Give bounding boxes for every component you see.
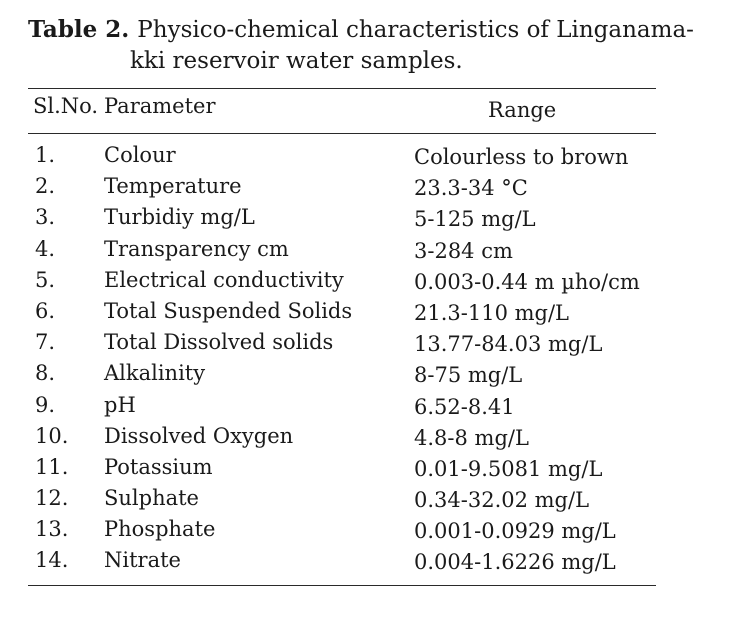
row-range: 0.004-1.6226 mg/L xyxy=(414,550,616,575)
row-range: 0.001-0.0929 mg/L xyxy=(414,519,616,544)
table-row xyxy=(0,297,740,328)
row-range: 0.01-9.5081 mg/L xyxy=(414,456,603,481)
row-parameter: Transparency cm xyxy=(104,236,289,261)
caption-text-1: Physico-chemical characteristics of Linganama- xyxy=(137,17,694,43)
row-range: 8-75 mg/L xyxy=(414,363,523,388)
table-body xyxy=(0,141,740,578)
row-parameter: Electrical conductivity xyxy=(104,267,344,292)
table-row xyxy=(0,453,740,484)
row-parameter: Temperature xyxy=(104,174,242,199)
table-row xyxy=(0,203,740,234)
row-number: 6. xyxy=(35,298,56,323)
table-caption xyxy=(28,14,694,77)
table-row xyxy=(0,172,740,203)
row-range: 4.8-8 mg/L xyxy=(414,425,529,450)
row-range: 0.003-0.44 m µho/cm xyxy=(414,269,640,294)
table-row xyxy=(0,266,740,297)
table-row xyxy=(0,359,740,390)
header-range: Range xyxy=(488,98,557,122)
row-parameter: Total Suspended Solids xyxy=(104,298,353,323)
row-number: 8. xyxy=(35,361,56,386)
table-row xyxy=(0,141,740,172)
row-parameter: Dissolved Oxygen xyxy=(104,423,294,448)
row-parameter: Phosphate xyxy=(104,517,216,542)
row-parameter: Alkalinity xyxy=(104,361,206,386)
table-row xyxy=(0,391,740,422)
row-range: 23.3-34 °C xyxy=(414,176,528,201)
row-range: 21.3-110 mg/L xyxy=(414,300,569,325)
row-number: 1. xyxy=(35,143,56,167)
row-number: 14. xyxy=(35,548,69,573)
row-number: 10. xyxy=(35,423,69,448)
header-slno: Sl.No. xyxy=(33,94,99,118)
row-number: 13. xyxy=(35,517,69,542)
table-top-rule xyxy=(28,88,656,89)
row-range: 6.52-8.41 xyxy=(414,394,515,419)
table-header-rule xyxy=(28,133,656,134)
table-header xyxy=(0,92,740,132)
row-number: 3. xyxy=(35,205,56,230)
row-parameter: Total Dissolved solids xyxy=(104,330,334,355)
row-parameter: pH xyxy=(104,392,136,417)
row-parameter: Sulphate xyxy=(104,486,199,511)
table-row xyxy=(0,515,740,546)
row-number: 5. xyxy=(35,267,56,292)
row-number: 12. xyxy=(35,486,69,511)
row-number: 4. xyxy=(35,236,56,261)
row-parameter: Turbidiy mg/L xyxy=(104,205,255,230)
row-parameter: Nitrate xyxy=(104,548,181,573)
row-number: 9. xyxy=(35,392,56,417)
header-parameter: Parameter xyxy=(104,94,216,118)
table-row xyxy=(0,328,740,359)
caption-line-2 xyxy=(28,46,668,77)
table-bottom-rule xyxy=(28,585,656,586)
row-range: 3-284 cm xyxy=(414,238,513,263)
row-number: 2. xyxy=(35,174,56,199)
table-row xyxy=(0,422,740,453)
caption-line-1 xyxy=(28,14,694,46)
row-range: 13.77-84.03 mg/L xyxy=(414,332,603,357)
row-parameter: Potassium xyxy=(104,454,213,479)
caption-label: Table 2. xyxy=(28,16,130,43)
row-number: 7. xyxy=(35,330,56,355)
row-parameter: Colour xyxy=(104,143,176,167)
row-range: Colourless to brown xyxy=(414,145,629,169)
table-row xyxy=(0,484,740,515)
table-row xyxy=(0,546,740,577)
row-number: 11. xyxy=(35,454,69,479)
row-range: 5-125 mg/L xyxy=(414,207,536,232)
caption-text-2: kki reservoir water samples. xyxy=(130,48,463,74)
table-row xyxy=(0,235,740,266)
row-range: 0.34-32.02 mg/L xyxy=(414,488,590,513)
